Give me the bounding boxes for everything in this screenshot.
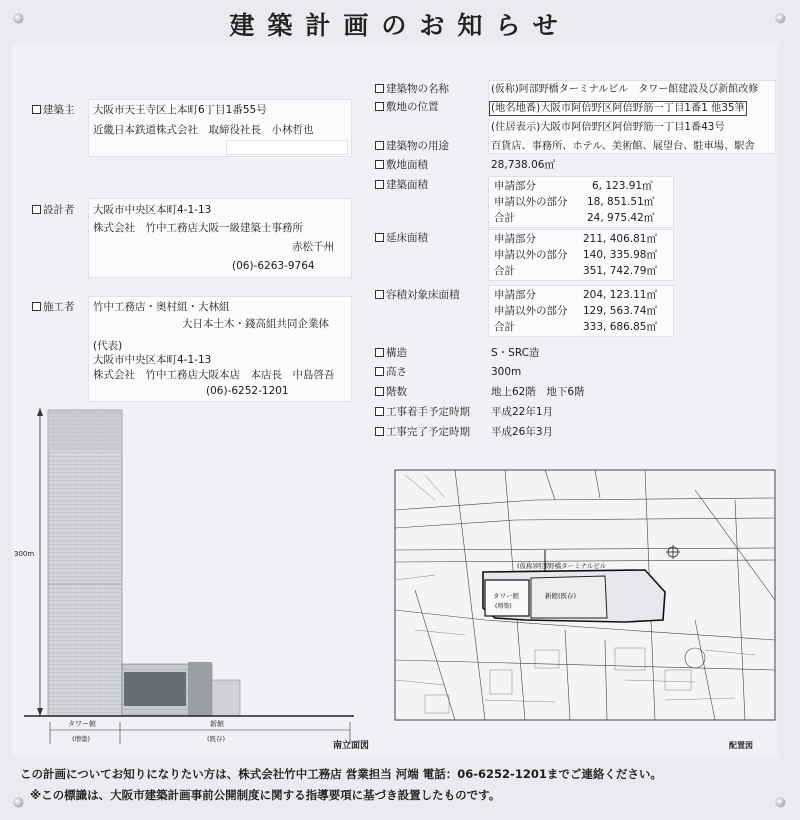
contractor-company: 株式会社 竹中工務店大阪本店 本店長 中島啓吾 bbox=[93, 369, 335, 381]
floor-area-label: 延床面積 bbox=[375, 232, 428, 245]
start-label: 工事着手予定時期 bbox=[375, 406, 470, 419]
elevation-new-sub: (既存) bbox=[207, 735, 226, 743]
designer-phone: (06)-6263-9764 bbox=[232, 260, 315, 272]
site-plan-tower-sub: (増築) bbox=[495, 603, 512, 610]
site-area-value: 28,738.06㎡ bbox=[491, 159, 555, 171]
owner-address: 大阪市天王寺区上本町6丁目1番55号 bbox=[93, 104, 267, 116]
floors-value: 地上62階 地下6階 bbox=[491, 386, 585, 398]
floor-area-value: 140, 335.98㎡ bbox=[583, 249, 657, 261]
site-plan-caption: 配置図 bbox=[729, 741, 753, 750]
footer-contact: この計画についてお知りになりたい方は、株式会社竹中工務店 営業担当 河端 電話：06-6252-1201までご連絡ください。 bbox=[20, 767, 662, 781]
elevation-height-mark: 300m bbox=[14, 550, 35, 558]
designer-address: 大阪市中央区本町4-1-13 bbox=[93, 204, 212, 216]
building-area-key: 申請部分 bbox=[494, 180, 536, 192]
designer-company: 株式会社 竹中工務店大阪一級建築士事務所 bbox=[93, 222, 303, 234]
elevation-caption: 南立面図 bbox=[333, 741, 370, 751]
designer-label: 設計者 bbox=[32, 204, 75, 217]
use-value: 百貨店、事務所、ホテル、美術館、展望台、駐車場、駅舎 bbox=[491, 141, 755, 152]
far-area-value: 129, 563.74㎡ bbox=[583, 305, 657, 317]
floor-area-value: 211, 406.81㎡ bbox=[583, 233, 657, 245]
site-value1: (地名地番)大阪市阿倍野区阿倍野筋一丁目1番1 他35筆 bbox=[491, 102, 745, 114]
end-value: 平成26年3月 bbox=[491, 426, 554, 438]
building-area-label: 建築面積 bbox=[375, 179, 428, 192]
far-area-key: 申請以外の部分 bbox=[494, 305, 568, 317]
site-plan-tower-label: タワー館 bbox=[493, 592, 519, 600]
use-label: 建築物の用途 bbox=[375, 140, 449, 153]
footer-note: ※この標識は、大阪市建築計画事前公開制度に関する指導要項に基づき設置したものです。 bbox=[30, 788, 501, 802]
name-value: (仮称)阿部野橋ターミナルビル タワー館建設及び新館改修 bbox=[491, 84, 759, 95]
contractor-rep: (代表) bbox=[93, 340, 123, 352]
building-area-value: 6, 123.91㎡ bbox=[592, 180, 653, 192]
blank-strip bbox=[226, 140, 348, 155]
name-label: 建築物の名称 bbox=[375, 83, 449, 96]
end-label: 工事完了予定時期 bbox=[375, 426, 470, 439]
screw-icon bbox=[14, 798, 23, 807]
elevation-tower-label: タワー館 bbox=[68, 720, 96, 728]
building-area-key: 申請以外の部分 bbox=[494, 196, 568, 208]
contractor-phone: (06)-6252-1201 bbox=[206, 385, 289, 397]
site-value2: (住居表示)大阪市阿倍野区阿倍野筋一丁目1番43号 bbox=[491, 121, 725, 133]
floor-area-key: 申請以外の部分 bbox=[494, 249, 568, 261]
start-value: 平成22年1月 bbox=[491, 406, 554, 418]
floor-area-key: 申請部分 bbox=[494, 233, 536, 245]
far-area-value: 204, 123.11㎡ bbox=[583, 289, 657, 301]
contractor-label: 施工者 bbox=[32, 301, 75, 314]
screw-icon bbox=[776, 798, 785, 807]
structure-value: S・SRC造 bbox=[491, 347, 540, 359]
owner-label: 建築主 bbox=[32, 104, 75, 117]
owner-name: 近畿日本鉄道株式会社 取締役社長 小林哲也 bbox=[93, 124, 314, 136]
floor-area-value: 351, 742.79㎡ bbox=[583, 265, 657, 277]
designer-person: 赤松千州 bbox=[292, 241, 334, 253]
height-value: 300m bbox=[491, 366, 522, 378]
floors-label: 階数 bbox=[375, 386, 407, 399]
building-area-value: 24, 975.42㎡ bbox=[587, 212, 655, 224]
site-plan-new-label: 新館(既存) bbox=[545, 592, 577, 600]
building-area-key: 合計 bbox=[494, 212, 515, 224]
height-label: 高さ bbox=[375, 366, 407, 379]
south-elevation-drawing bbox=[14, 404, 374, 754]
page-title: 建築計画のお知らせ bbox=[229, 11, 571, 40]
far-area-key: 合計 bbox=[494, 321, 515, 333]
contractor-line2: 大日本土木・錢高組共同企業体 bbox=[182, 318, 329, 330]
building-area-value: 18, 851.51㎡ bbox=[587, 196, 655, 208]
elevation-new-label: 新館 bbox=[210, 720, 224, 728]
far-area-key: 申請部分 bbox=[494, 289, 536, 301]
site-plan-building-label: (仮称)阿部野橋ターミナルビル bbox=[517, 562, 607, 570]
site-label: 敷地の位置 bbox=[375, 101, 439, 114]
far-area-value: 333, 686.85㎡ bbox=[583, 321, 657, 333]
floor-area-key: 合計 bbox=[494, 265, 515, 277]
site-plan-map bbox=[395, 470, 775, 750]
elevation-tower-sub: (増築) bbox=[72, 735, 91, 743]
structure-label: 構造 bbox=[375, 347, 407, 360]
contractor-line1: 竹中工務店・奥村組・大林組 bbox=[93, 301, 230, 313]
far-label: 容積対象床面積 bbox=[375, 289, 460, 302]
contractor-address: 大阪市中央区本町4-1-13 bbox=[93, 354, 212, 366]
site-area-label: 敷地面積 bbox=[375, 159, 428, 172]
